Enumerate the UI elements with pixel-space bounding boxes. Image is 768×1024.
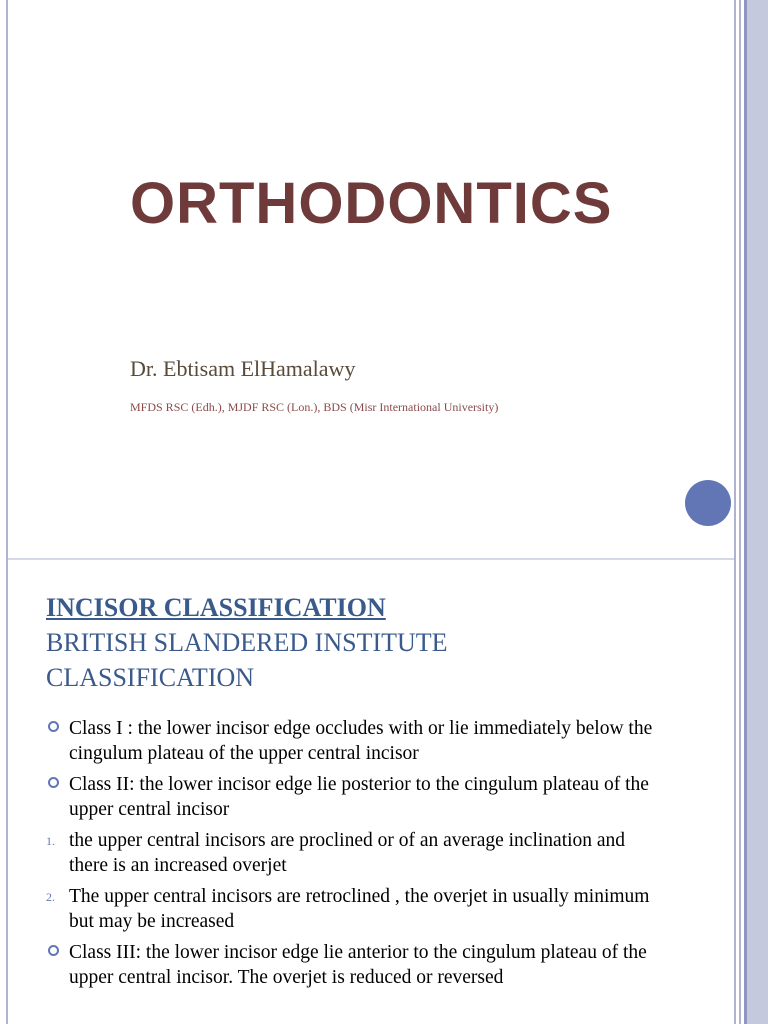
list-item: [46, 828, 656, 878]
list-item: [46, 716, 656, 766]
slide-divider: [8, 558, 734, 560]
author-credentials: MFDS RSC (Edh.), MJDF RSC (Lon.), BDS (Misr International University): [130, 400, 499, 414]
list-item: [46, 884, 656, 934]
classification-list: [46, 716, 656, 996]
list-number: 2.: [46, 890, 55, 904]
list-item-text: The upper central incisors are retroclined , the overjet in usually minimum but may be increased: [69, 886, 650, 932]
bullet-ring-icon: [48, 721, 59, 732]
bullet-ring-icon: [48, 777, 59, 788]
list-item-text: Class III: the lower incisor edge lie anterior to the cingulum plateau of the upper central incisor. The overjet is reduced or reversed: [69, 942, 647, 988]
list-item-text: Class II: the lower incisor edge lie posterior to the cingulum plateau of the upper central incisor: [69, 774, 649, 820]
list-item: [46, 772, 656, 822]
heading-sub-line2: CLASSIFICATION: [46, 663, 255, 692]
slide-frame-band: [744, 0, 768, 1024]
slide-title: ORTHODONTICS: [130, 171, 613, 236]
author-name: Dr. Ebtisam ElHamalawy: [130, 356, 356, 381]
slide-frame-right: [734, 0, 736, 1024]
heading-sub-line1: BRITISH SLANDERED INSTITUTE: [46, 628, 448, 657]
list-item-text: the upper central incisors are proclined or of an average inclination and there is an increased overjet: [69, 830, 626, 876]
list-number: 1.: [46, 834, 55, 848]
decorative-circle: [685, 480, 731, 526]
list-item-text: Class I : the lower incisor edge occludes with or lie immediately below the cingulum plateau of the upper central incisor: [69, 718, 653, 764]
slide-frame-right-line: [739, 0, 741, 1024]
heading-main: INCISOR CLASSIFICATION: [46, 593, 386, 622]
bullet-ring-icon: [48, 945, 59, 956]
section-heading: [46, 590, 686, 695]
slide-frame-left: [6, 0, 8, 1024]
list-item: [46, 940, 656, 990]
